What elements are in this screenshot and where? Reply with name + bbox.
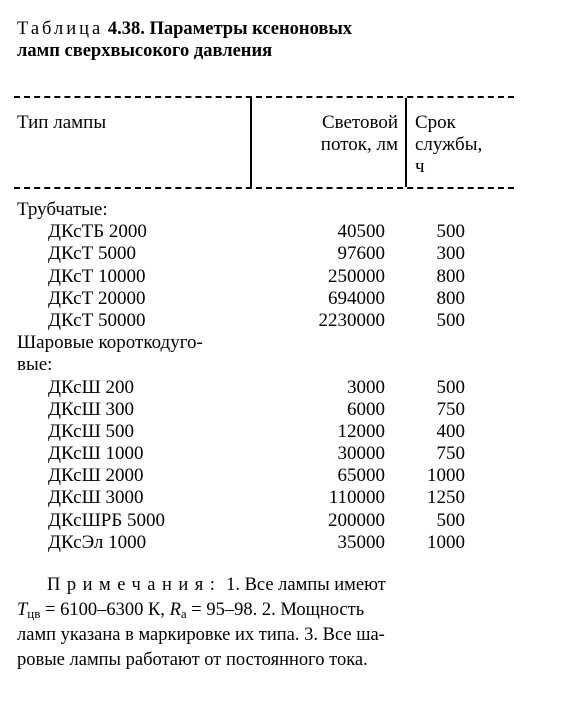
service-life-cell: 1250 (427, 487, 465, 509)
caption-line-1 (17, 18, 537, 40)
service-life-cell: 500 (436, 221, 465, 243)
service-life-cell: 400 (436, 420, 465, 442)
table-notes (17, 573, 522, 673)
table-caption (17, 18, 537, 62)
service-life-cell: 1000 (427, 531, 465, 553)
service-life-cell: 500 (436, 309, 465, 331)
note-text-1: 1. Все лампы имеют (226, 575, 386, 595)
column-divider-2 (405, 98, 407, 187)
luminous-flux-cell: 200000 (328, 509, 385, 531)
table-row (0, 421, 587, 443)
header-service-life: Срок службы, ч (415, 112, 483, 177)
luminous-flux-cell: 2230000 (318, 309, 385, 331)
note-symbol-t-sub: цв (27, 606, 41, 621)
note-text-2b: = 95–98. 2. Мощность (186, 600, 365, 620)
lamp-type-cell: ДКсШ 1000 (48, 443, 144, 465)
service-life-cell: 300 (436, 243, 465, 265)
service-life-cell: 750 (436, 398, 465, 420)
service-life-cell: 800 (436, 265, 465, 287)
lamp-type-cell: ДКсТ 5000 (48, 243, 136, 265)
table-group-row (0, 199, 587, 221)
luminous-flux-cell: 250000 (328, 265, 385, 287)
note-line-3: ламп указана в маркировке их типа. 3. Все ша- (17, 625, 385, 645)
caption-title-line-1: Параметры ксеноновых (149, 19, 353, 39)
lamp-type-cell: Трубчатые: (17, 199, 108, 220)
table-row (0, 487, 587, 509)
service-life-cell: 1000 (427, 465, 465, 487)
lamp-type-cell: ДКсТБ 2000 (48, 221, 147, 243)
service-life-cell: 750 (436, 443, 465, 465)
luminous-flux-cell: 35000 (337, 531, 385, 553)
caption-word: Таблица (17, 19, 104, 39)
note-label: Примечания: (47, 575, 222, 595)
lamp-type-cell: Шаровые короткодуго- (17, 332, 203, 354)
luminous-flux-cell: 12000 (337, 420, 385, 442)
lamp-type-cell: ДКсШ 2000 (48, 465, 144, 487)
lamp-type-cell: ДКсШРБ 5000 (48, 509, 165, 531)
note-line-4: ровые лампы работают от постоянного тока. (17, 650, 368, 670)
luminous-flux-cell: 3000 (347, 376, 385, 398)
table-row (0, 221, 587, 243)
note-symbol-r-sub: a (180, 606, 187, 621)
lamp-type-cell: ДКсШ 3000 (48, 487, 144, 509)
service-life-cell: 500 (436, 509, 465, 531)
table-row (0, 243, 587, 265)
header-luminous-flux: Световой поток, лм (320, 112, 398, 155)
note-symbol-r: R (169, 600, 181, 620)
table-row (0, 399, 587, 421)
service-life-cell: 500 (436, 376, 465, 398)
lamp-type-cell: ДКсЭл 1000 (48, 531, 147, 553)
table-row (0, 510, 587, 532)
lamp-type-cell: ДКсТ 50000 (48, 309, 146, 331)
note-line-2 (17, 598, 522, 623)
table-row (0, 266, 587, 288)
table-row (0, 465, 587, 487)
column-divider-1 (250, 98, 252, 187)
luminous-flux-cell: 6000 (347, 398, 385, 420)
table-top-rule (14, 96, 514, 98)
caption-title-line-2: ламп сверхвысокого давления (17, 41, 273, 61)
service-life-cell: 800 (436, 287, 465, 309)
table-row (0, 288, 587, 310)
table-group-row (0, 354, 587, 376)
table-group-row (0, 332, 587, 354)
table-row (0, 377, 587, 399)
lamp-type-cell: ДКсШ 300 (48, 398, 135, 420)
table-row (0, 443, 587, 465)
luminous-flux-cell: 65000 (337, 465, 385, 487)
luminous-flux-cell: 694000 (328, 287, 385, 309)
lamp-type-cell: вые: (17, 354, 53, 376)
lamp-type-cell: ДКсШ 500 (48, 420, 135, 442)
lamp-type-cell: ДКсТ 10000 (48, 265, 146, 287)
luminous-flux-cell: 30000 (337, 443, 385, 465)
table-body (0, 199, 587, 554)
note-text-2a: = 6100–6300 К, (40, 600, 170, 620)
table-row (0, 310, 587, 332)
table-row (0, 532, 587, 554)
note-line-1 (17, 573, 522, 598)
note-symbol-t: T (17, 600, 28, 620)
caption-number: 4.38. (107, 19, 145, 39)
luminous-flux-cell: 40500 (337, 221, 385, 243)
luminous-flux-cell: 110000 (328, 487, 385, 509)
lamp-type-cell: ДКсШ 200 (48, 376, 135, 398)
header-lamp-type: Тип лампы (17, 112, 107, 133)
table-header-rule (14, 187, 514, 189)
luminous-flux-cell: 97600 (337, 243, 385, 265)
lamp-type-cell: ДКсТ 20000 (48, 287, 146, 309)
